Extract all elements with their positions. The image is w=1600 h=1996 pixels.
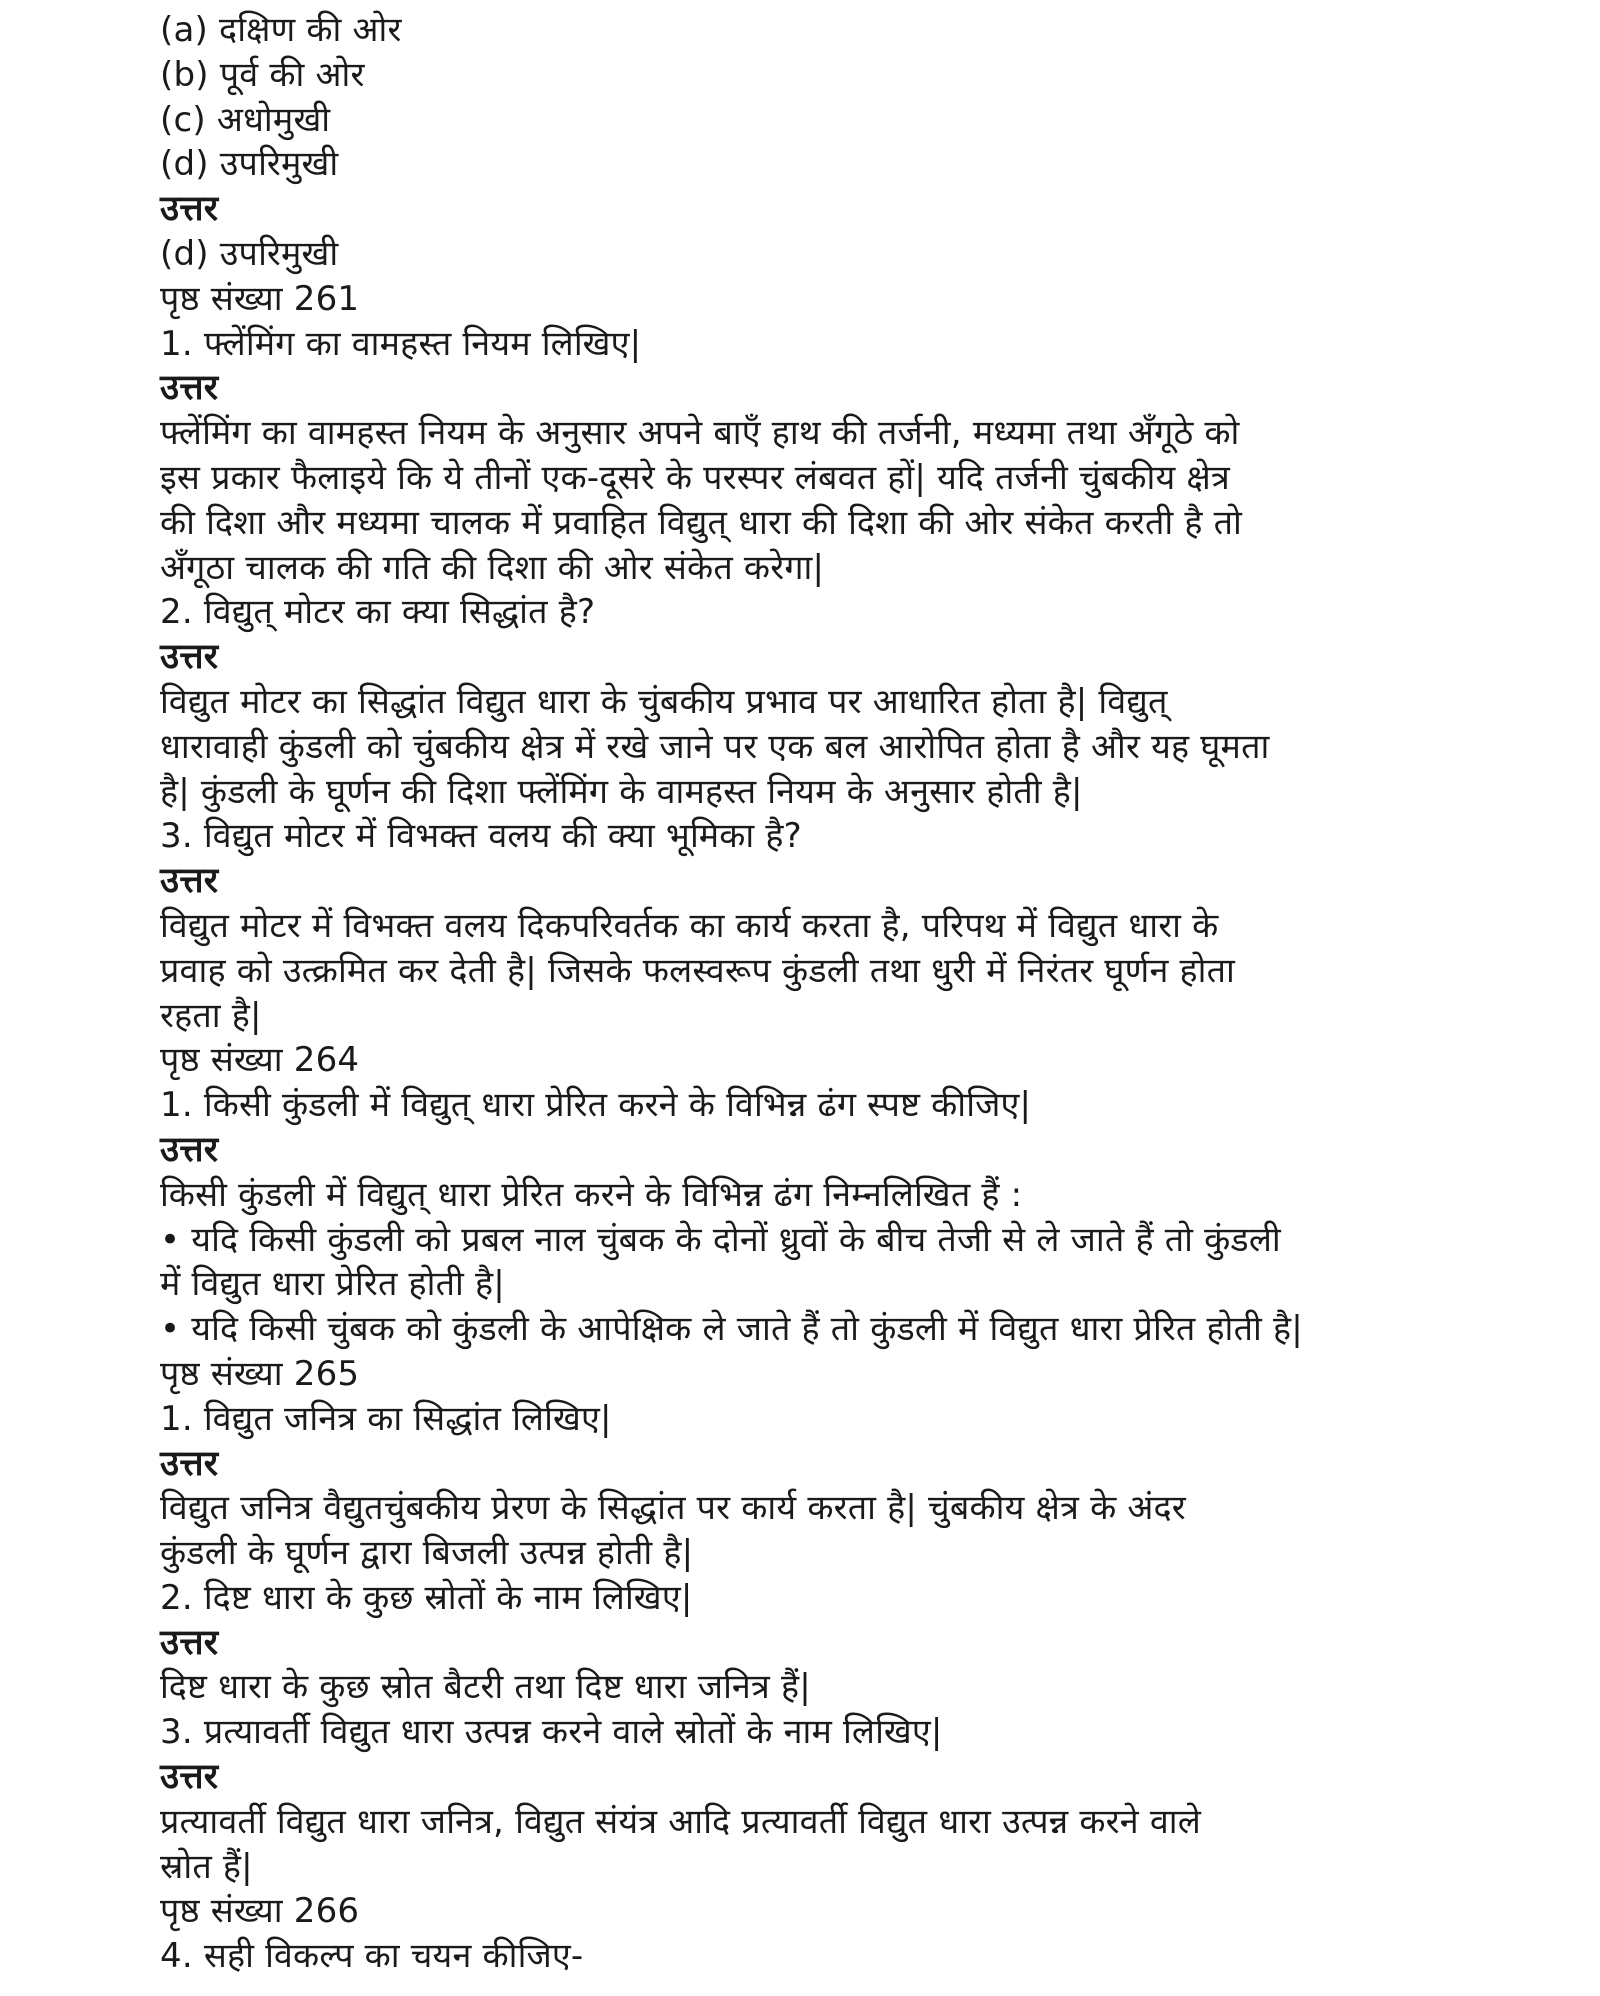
answer-text-line: (d) उपरिमुखी bbox=[160, 233, 339, 274]
answer-text-line: रहता है| bbox=[160, 995, 262, 1036]
answer-text-line: • यदि किसी कुंडली को प्रबल नाल चुंबक के दोनों ध्रुवों के बीच तेजी से ले जाते हैं तो कुंडली bbox=[160, 1219, 1281, 1260]
answer-text-line: अँगूठा चालक की गति की दिशा की ओर संकेत करेगा| bbox=[160, 547, 825, 588]
question-line: 1. फ्लेंमिंग का वामहस्त नियम लिखिए| bbox=[160, 323, 642, 364]
question-line: 1. विद्युत जनित्र का सिद्धांत लिखिए| bbox=[160, 1398, 612, 1439]
answer-heading: उत्तर bbox=[160, 861, 219, 902]
option-line: (a) दक्षिण की ओर bbox=[160, 10, 402, 50]
answer-heading: उत्तर bbox=[160, 1622, 219, 1663]
answer-heading: उत्तर bbox=[160, 1443, 219, 1484]
document-page bbox=[160, 8, 1460, 1979]
answer-text-line: विद्युत जनित्र वैद्युतचुंबकीय प्रेरण के सिद्धांत पर कार्य करता है| चुंबकीय क्षेत्र के अंदर bbox=[160, 1488, 1186, 1529]
page-number-line: पृष्ठ संख्या 265 bbox=[160, 1353, 360, 1394]
page-number-line: पृष्ठ संख्या 261 bbox=[160, 278, 360, 319]
answer-heading: उत्तर bbox=[160, 1757, 219, 1798]
question-line: 1. किसी कुंडली में विद्युत् धारा प्रेरित करने के विभिन्न ढंग स्पष्ट कीजिए| bbox=[160, 1085, 1032, 1126]
answer-heading: उत्तर bbox=[160, 1129, 219, 1170]
answer-text-line: • यदि किसी चुंबक को कुंडली के आपेक्षिक ले जाते हैं तो कुंडली में विद्युत धारा प्रेरित होती है| bbox=[160, 1309, 1303, 1350]
answer-text-line: स्रोत हैं| bbox=[160, 1846, 253, 1887]
answer-text-line: विद्युत मोटर में विभक्त वलय दिकपरिवर्तक का कार्य करता है, परिपथ में विद्युत धारा के bbox=[160, 905, 1219, 946]
answer-text-line: कुंडली के घूर्णन द्वारा बिजली उत्पन्न होती है| bbox=[160, 1533, 694, 1574]
answer-text-line: प्रवाह को उत्क्रमित कर देती है| जिसके फलस्वरूप कुंडली तथा धुरी में निरंतर घूर्णन होता bbox=[160, 950, 1235, 991]
answer-text-line: धारावाही कुंडली को चुंबकीय क्षेत्र में रखे जाने पर एक बल आरोपित होता है और यह घूमता bbox=[160, 726, 1270, 767]
answer-text-line: है| कुंडली के घूर्णन की दिशा फ्लेंमिंग के वामहस्त नियम के अनुसार होती है| bbox=[160, 771, 1083, 812]
answer-text-line: प्रत्यावर्ती विद्युत धारा जनित्र, विद्युत संयंत्र आदि प्रत्यावर्ती विद्युत धारा उत्पन्न करने वाले bbox=[160, 1801, 1202, 1842]
answer-text-line: किसी कुंडली में विद्युत् धारा प्रेरित करने के विभिन्न ढंग निम्नलिखित हैं : bbox=[160, 1174, 1023, 1215]
answer-heading: उत्तर bbox=[160, 637, 219, 678]
question-line: 3. प्रत्यावर्ती विद्युत धारा उत्पन्न करने वाले स्रोतों के नाम लिखिए| bbox=[160, 1712, 943, 1753]
question-line: 3. विद्युत मोटर में विभक्त वलय की क्या भूमिका है? bbox=[160, 816, 802, 857]
answer-text-line: में विद्युत धारा प्रेरित होती है| bbox=[160, 1264, 505, 1305]
answer-heading: उत्तर bbox=[160, 189, 219, 230]
option-line: (b) पूर्व की ओर bbox=[160, 54, 365, 95]
answer-text-line: दिष्ट धारा के कुछ स्रोत बैटरी तथा दिष्ट धारा जनित्र हैं| bbox=[160, 1667, 811, 1708]
answer-text-line: फ्लेंमिंग का वामहस्त नियम के अनुसार अपने बाएँ हाथ की तर्जनी, मध्यमा तथा अँगूठे को bbox=[160, 413, 1240, 454]
answer-text-line: विद्युत मोटर का सिद्धांत विद्युत धारा के चुंबकीय प्रभाव पर आधारित होता है| विद्युत् bbox=[160, 681, 1168, 722]
option-line: (d) उपरिमुखी bbox=[160, 144, 339, 185]
question-line: 2. दिष्ट धारा के कुछ स्रोतों के नाम लिखिए| bbox=[160, 1577, 693, 1618]
answer-heading: उत्तर bbox=[160, 368, 219, 409]
answer-text-line: इस प्रकार फैलाइये कि ये तीनों एक-दूसरे के परस्पर लंबवत हों| यदि तर्जनी चुंबकीय क्षेत्र bbox=[160, 457, 1230, 498]
question-line: 2. विद्युत् मोटर का क्या सिद्धांत है? bbox=[160, 592, 596, 633]
question-line: 4. सही विकल्प का चयन कीजिए- bbox=[160, 1936, 584, 1977]
page-number-line: पृष्ठ संख्या 264 bbox=[160, 1040, 360, 1081]
answer-text-line: की दिशा और मध्यमा चालक में प्रवाहित विद्युत् धारा की दिशा की ओर संकेत करती है तो bbox=[160, 502, 1243, 543]
page-number-line: पृष्ठ संख्या 266 bbox=[160, 1891, 360, 1932]
option-line: (c) अधोमुखी bbox=[160, 99, 331, 140]
